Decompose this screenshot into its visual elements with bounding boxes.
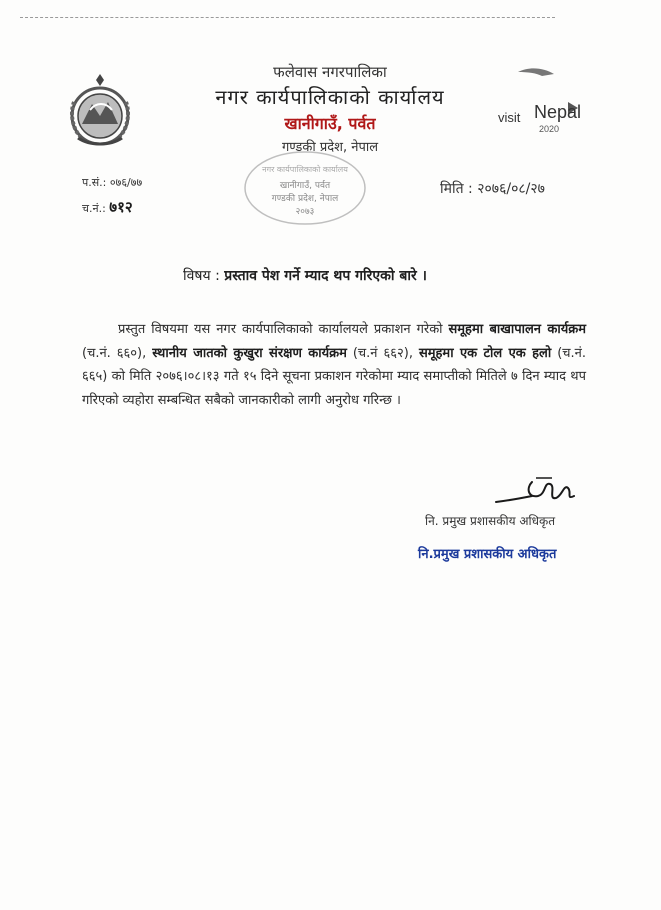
- logo-visit-text: visit: [498, 110, 521, 125]
- body-part-1: प्रस्तुत विषयमा यस नगर कार्यपालिकाको कार्यालयले प्रकाशन गरेको: [118, 322, 449, 337]
- subject-label: विषय :: [183, 268, 220, 284]
- stamp-line-3: गण्डकी प्रदेश, नेपाल: [271, 194, 339, 204]
- stamp-line-4: २०७३: [295, 207, 315, 217]
- stamp-line-1: नगर कार्यपालिकाको कार्यालय: [262, 165, 348, 174]
- body-part-4: (च.नं. ६६५) को मिति २०७६।०८।१३ गते १५ दिने सूचना प्रकाशन गरेकोमा म्याद समाप्तीको मितिले ७ दिन म्याद थप गरिएको व्यहोरा सम्बन्धित सबैको जानकारीको लागी अनुरोध गरिन्छ ।: [82, 345, 587, 408]
- signatory-title: नि. प्रमुख प्रशासकीय अधिकृत: [425, 514, 556, 528]
- office-stamp: [240, 148, 370, 228]
- reference-ps: [82, 175, 142, 190]
- body-part-2: (च.नं. ६६०),: [82, 345, 153, 361]
- program-goat-rearing: समूहमा बाखापालन कार्यक्रम: [448, 322, 586, 337]
- letter-date: [440, 179, 545, 198]
- program-local-chicken: स्थानीय जातको कुखुरा संरक्षण कार्यक्रम: [152, 345, 347, 361]
- office-location: खानीगाउँ, पर्वत: [284, 114, 376, 133]
- office-name: नगर कार्यपालिकाको कार्यालय: [215, 85, 445, 109]
- signatory-stamp: नि.प्रमुख प्रशासकीय अधिकृत: [418, 547, 557, 562]
- logo-nepal-text: Nepal: [534, 102, 582, 122]
- logo-year-text: 2020: [539, 124, 560, 134]
- province-country: गण्डकी प्रदेश, नेपाल: [281, 140, 379, 155]
- letter-body: [82, 318, 586, 412]
- stamp-line-2: खानीगाउँ, पर्वत: [279, 181, 331, 191]
- reference-cn: [82, 197, 133, 217]
- ps-label: प.सं.:: [82, 176, 107, 189]
- nepal-emblem-icon: [60, 72, 140, 152]
- program-one-tole-one-plough: समूहमा एक टोल एक हलो: [418, 345, 552, 361]
- date-value: २०७६/०८/२७: [477, 181, 545, 197]
- handwritten-signature: [492, 474, 582, 510]
- date-label: मिति :: [440, 181, 473, 197]
- ps-value: ०७६/७७: [109, 176, 143, 189]
- subject-text: प्रस्ताव पेश गर्ने म्याद थप गरिएको बारे ।: [224, 268, 427, 284]
- top-divider: [20, 17, 555, 18]
- cn-label: च.नं.:: [82, 202, 106, 215]
- cn-value: ७१२: [109, 198, 133, 216]
- municipality-name: फलेवास नगरपालिका: [273, 63, 387, 81]
- subject-line: [183, 266, 427, 285]
- body-part-3: (च.नं ६६२),: [346, 345, 419, 361]
